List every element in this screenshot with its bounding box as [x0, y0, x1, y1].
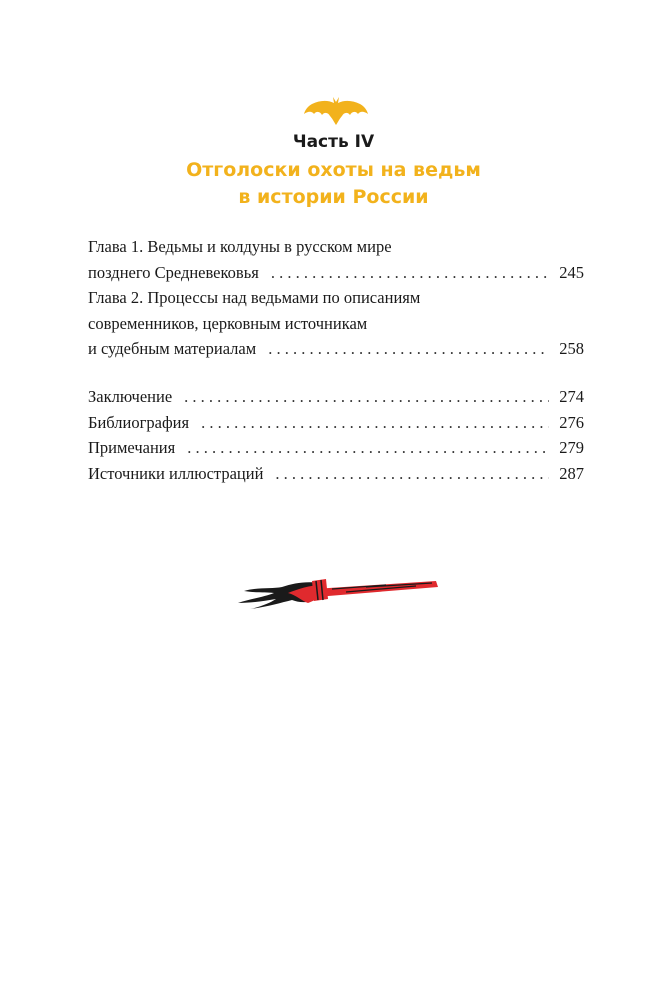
dot-leader — [184, 384, 549, 410]
dot-leader — [187, 435, 549, 461]
toc-entry-text: Заключение — [88, 387, 173, 406]
toc-page-number: 287 — [559, 463, 584, 483]
toc-chapters — [88, 234, 584, 362]
toc-entry-bibliography[interactable] — [88, 410, 584, 436]
toc-entry-text: Источники иллюстраций — [88, 463, 264, 483]
part-title-line-2: в истории России — [238, 186, 429, 208]
dot-leader — [201, 410, 549, 436]
toc-entry-text: Глава 2. Процессы над ведьмами по описаниям — [88, 288, 421, 307]
toc-entry-text: Глава 1. Ведьмы и колдуны в русском мире — [88, 237, 392, 256]
part-title — [0, 157, 667, 211]
toc-page-number: 274 — [559, 387, 584, 406]
dot-leader — [275, 461, 549, 487]
toc-entry-conclusion[interactable] — [88, 384, 584, 410]
dot-leader — [268, 336, 549, 362]
toc-page-number: 279 — [559, 438, 584, 457]
toc-entry-notes[interactable] — [88, 435, 584, 461]
toc-page-number: 258 — [559, 339, 584, 358]
toc-page-number: 245 — [559, 262, 584, 282]
part-label: Часть IV — [292, 132, 375, 152]
dot-leader — [271, 260, 549, 286]
toc-entry-chapter-2[interactable] — [88, 285, 584, 362]
toc-back-matter — [88, 384, 584, 486]
bat-icon — [304, 96, 368, 126]
toc-entry-illustration-sources[interactable] — [88, 461, 584, 487]
broom-icon — [236, 573, 440, 613]
toc-entry-text: современников, церковным источникам — [88, 313, 368, 333]
part-title-line-1: Отголоски охоты на ведьм — [186, 159, 481, 181]
toc-entry-text: позднего Средневековья — [88, 262, 259, 282]
toc-page-number: 276 — [559, 412, 584, 432]
toc-entry-chapter-1[interactable] — [88, 234, 584, 285]
toc-entry-text: и судебным материалам — [88, 339, 257, 358]
toc-entry-text: Примечания — [88, 438, 176, 457]
toc-entry-text: Библиография — [88, 412, 190, 432]
